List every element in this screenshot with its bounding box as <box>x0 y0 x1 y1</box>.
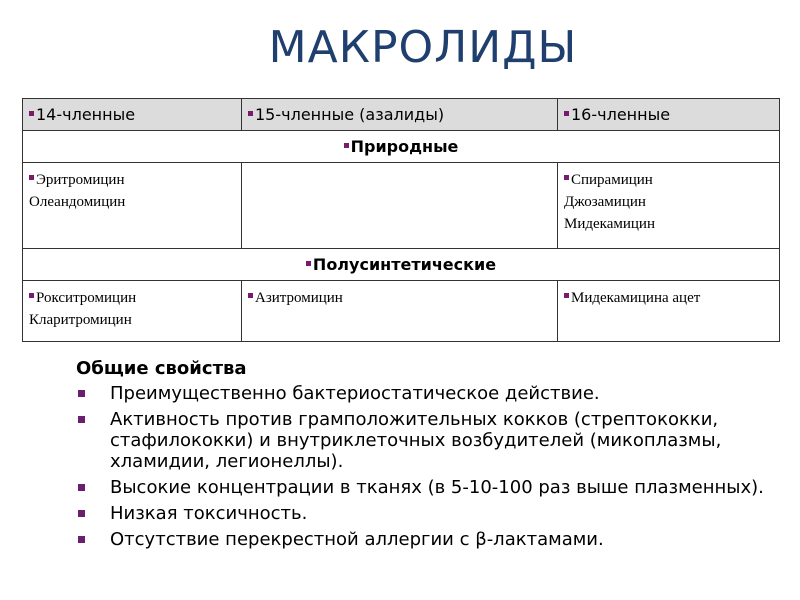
header-cell-16: 16-членные <box>558 99 780 131</box>
bullet-icon <box>78 510 85 517</box>
cell-item: Азитромицин <box>248 287 551 309</box>
cell-natural-14 <box>23 163 242 249</box>
properties-list <box>76 383 776 550</box>
cell-item: Мидекамицина ацет <box>564 287 773 309</box>
bullet-icon <box>306 261 311 266</box>
bullet-icon <box>248 111 253 116</box>
section-label-natural: Природные <box>23 131 780 163</box>
bullet-icon <box>78 390 85 397</box>
bullet-icon <box>29 111 34 116</box>
macrolides-table <box>22 98 780 342</box>
page-title: МАКРОЛИДЫ <box>268 22 578 73</box>
cell-item: Кларитромицин <box>29 312 132 328</box>
bullet-icon <box>78 416 85 423</box>
properties-block <box>76 357 776 555</box>
bullet-icon <box>564 293 569 298</box>
bullet-icon <box>248 293 253 298</box>
properties-title: Общие свойства <box>76 358 247 379</box>
cell-item: Джозамицин <box>564 194 646 210</box>
bullet-icon <box>78 536 85 543</box>
list-item: Низкая токсичность. <box>76 503 776 524</box>
cell-item: Рокситромицин <box>29 287 235 309</box>
bullet-icon <box>29 175 34 180</box>
header-cell-14: 14-членные <box>23 99 242 131</box>
list-item: Преимущественно бактериостатическое действие. <box>76 383 776 404</box>
header-cell-15: 15-членные (азалиды) <box>242 99 558 131</box>
section-row-semisynthetic <box>23 249 780 281</box>
cell-item: Спирамицин <box>564 169 773 191</box>
cell-item: Мидекамицин <box>564 216 655 232</box>
cell-item: Эритромицин <box>29 169 235 191</box>
cell-semi-15 <box>242 281 558 342</box>
cell-semi-14 <box>23 281 242 342</box>
section-row-natural <box>23 131 780 163</box>
cell-natural-16 <box>558 163 780 249</box>
list-item: Активность против грамположительных кокков (стрептококки, стафилококки) и внутриклеточных возбудителей (микоплазмы, хламидии, легионеллы). <box>76 409 776 472</box>
list-item: Высокие концентрации в тканях (в 5-10-100 раз выше плазменных). <box>76 477 776 498</box>
table-row-natural <box>23 163 780 249</box>
cell-semi-16 <box>558 281 780 342</box>
table-header-row <box>23 99 780 131</box>
bullet-icon <box>78 484 85 491</box>
bullet-icon <box>29 293 34 298</box>
bullet-icon <box>564 111 569 116</box>
bullet-icon <box>344 143 349 148</box>
cell-item: Олеандомицин <box>29 194 126 210</box>
table-row-semisynthetic <box>23 281 780 342</box>
bullet-icon <box>564 175 569 180</box>
list-item: Отсутствие перекрестной аллергии с β-лактамами. <box>76 529 776 550</box>
section-label-semisynthetic: Полусинтетические <box>23 249 780 281</box>
cell-natural-15 <box>242 163 558 249</box>
